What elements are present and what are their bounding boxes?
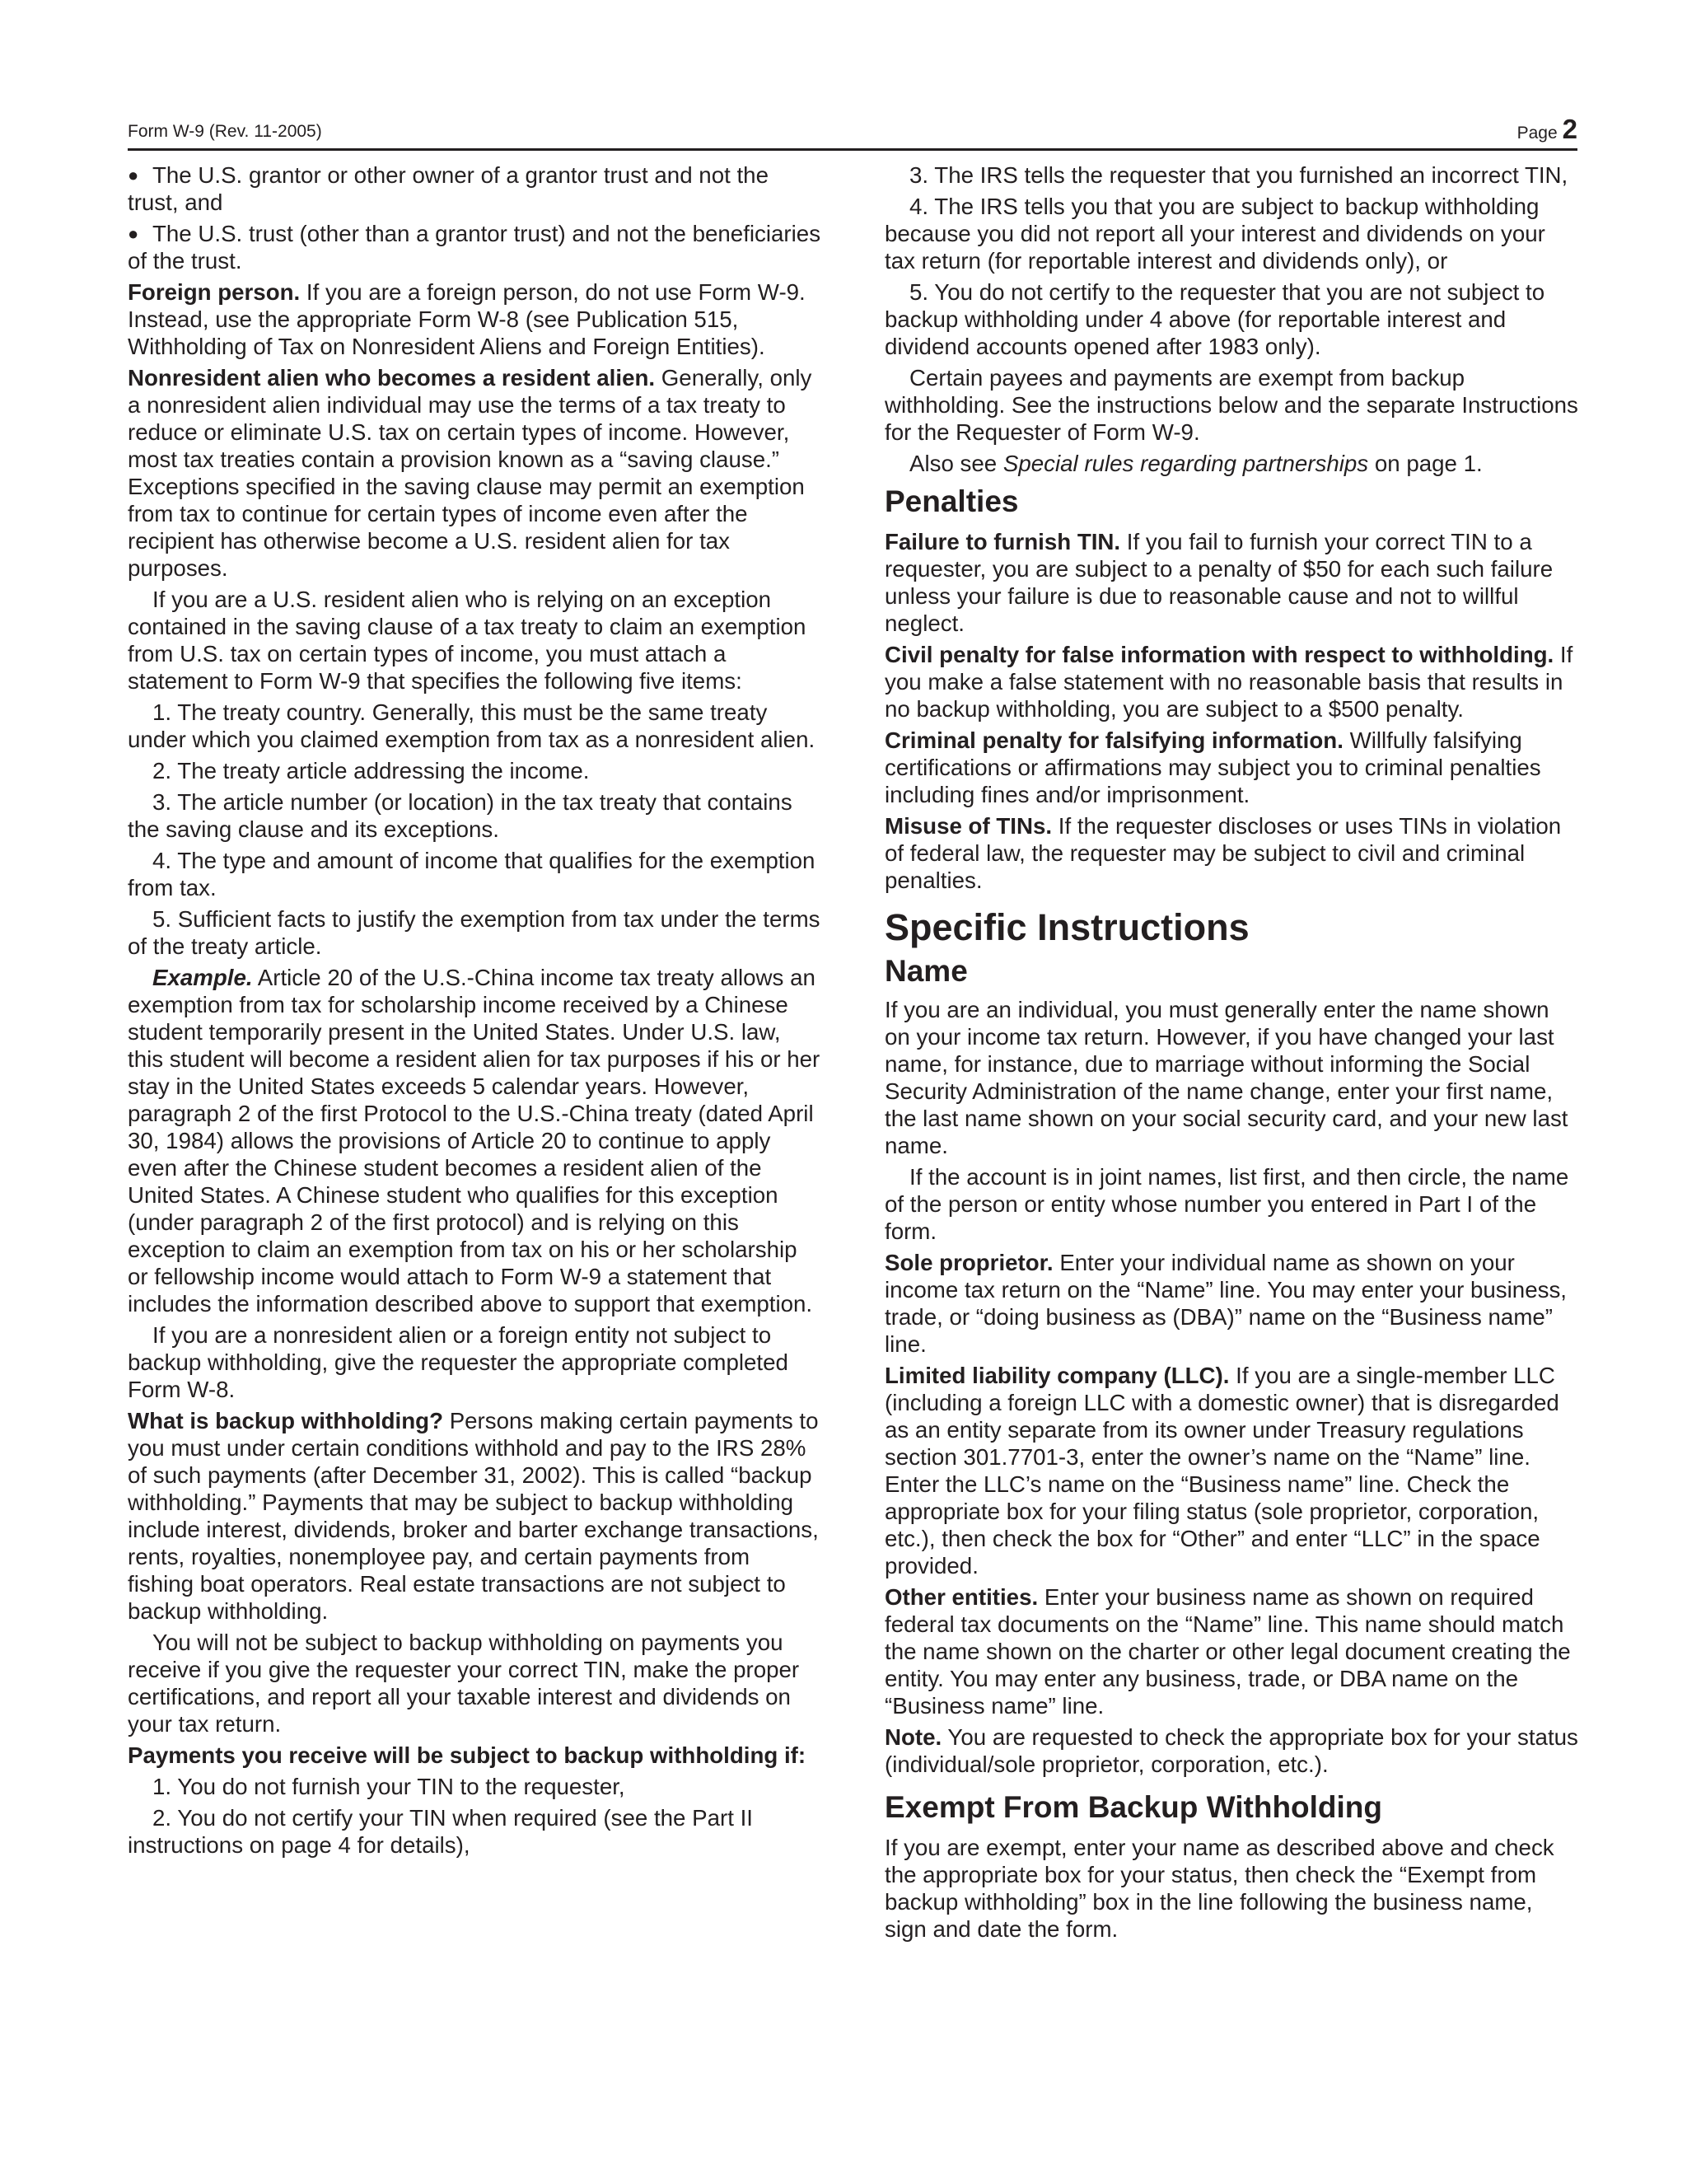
backup-withholding-paragraph: What is backup withholding? Persons making certain payments to you must under certain conditions withhold and pay to the IRS 28% of such payments (after December 31, 2002). This is called “backup withholding.” Payments that may be subject to backup withholding include interest, dividends, broker and barter exchange transactions, rents, royalties, nonemployee pay, and certain payments from fishing boat operators. Real estate transactions are not subject to backup withholding.: [128, 1408, 819, 1624]
list-item: 3. The IRS tells the requester that you furnished an incorrect TIN,: [909, 162, 1568, 188]
resident-alien-paragraph: If you are a U.S. resident alien who is relying on an exception contained in the saving clause of a tax treaty to claim an exemption from U.S. tax on certain types of income, you must attach a statement to Form W-9 that specifies the following five items:: [128, 587, 806, 694]
bullet-item: ● The U.S. trust (other than a grantor trust) and not the beneficiaries of the trust.: [128, 221, 821, 274]
paragraph-heading: Foreign person.: [128, 279, 301, 305]
list-item: 2. The treaty article addressing the income.: [152, 758, 590, 783]
other-entities-paragraph: Other entities. Enter your business name as shown on required federal tax documents on the “Name” line. This name should match the name shown on the charter or other legal document creating the entity. You may enter any business, trade, or DBA name on the “Business name” line.: [885, 1584, 1571, 1719]
bullet-icon: ●: [128, 165, 139, 185]
paragraph-heading: Note.: [885, 1724, 942, 1750]
example-paragraph: Example. Article 20 of the U.S.-China income tax treaty allows an exemption from tax for scholarship income received by a Chinese student temporarily present in the United States. Under U.S. law, this student will become a resident alien for tax purposes if his or her stay in the United States exceeds 5 calendar years. However, paragraph 2 of the first Protocol to the U.S.-China treaty (dated April 30, 1984) allows the provisions of Article 20 to continue to apply even after the Chinese student becomes a resident alien of the United States. A Chinese student who qualifies for this exception (under paragraph 2 of the first protocol) and is relying on this exception to claim an exemption from tax on his or her scholarship or fellowship income would attach to Form W-9 a statement that includes the information described above to support that exemption.: [128, 965, 820, 1316]
left-column: [128, 161, 821, 1863]
page-header: [128, 114, 1577, 151]
form-identifier: Form W-9 (Rev. 11-2005): [128, 122, 322, 141]
subsection-heading-exempt: Exempt From Backup Withholding: [885, 1790, 1383, 1824]
page-label: Page: [1516, 124, 1558, 143]
exempt-paragraph: If you are exempt, enter your name as described above and check the appropriate box for your status, then check the “Exempt from backup withholding” box in the line following the business name, sign and date the form.: [885, 1835, 1554, 1942]
subsection-heading-name: Name: [885, 954, 968, 988]
list-item: 3. The article number (or location) in the tax treaty that contains the saving clause and its exceptions.: [128, 789, 792, 842]
list-item: 4. The type and amount of income that qualifies for the exemption from tax.: [128, 848, 815, 900]
list-item: 5. Sufficient facts to justify the exemption from tax under the terms of the treaty article.: [128, 906, 820, 959]
paragraph-heading: Sole proprietor.: [885, 1250, 1054, 1275]
list-item: 1. The treaty country. Generally, this must be the same treaty under which you claimed exemption from tax as a nonresident alien.: [128, 699, 815, 752]
example-heading: Example.: [152, 965, 253, 990]
paragraph-heading: Misuse of TINs.: [885, 813, 1053, 839]
payments-subject-heading: Payments you receive will be subject to backup withholding if:: [128, 1742, 806, 1768]
paragraph-heading: Civil penalty for false information with respect to withholding.: [885, 642, 1554, 667]
criminal-penalty-paragraph: Criminal penalty for falsifying information. Willfully falsifying certifications or affirmations may subject you to criminal penalties including fines and/or imprisonment.: [885, 727, 1541, 807]
page-indicator: [1517, 114, 1577, 145]
paragraph-heading: What is backup withholding?: [128, 1408, 443, 1433]
paragraph-heading: Criminal penalty for falsifying information.: [885, 727, 1344, 753]
paragraph-heading: Nonresident alien who becomes a resident alien.: [128, 365, 656, 391]
paragraph-heading: Failure to furnish TIN.: [885, 529, 1121, 554]
individual-name-paragraph: If you are an individual, you must generally enter the name shown on your income tax return. However, if you have changed your last name, for instance, due to marriage without informing the Social Security Administration of the name change, enter your first name, the last name shown on your social security card, and your new last name.: [885, 997, 1568, 1158]
cross-reference: Special rules regarding partnerships: [1002, 451, 1369, 476]
list-item: 4. The IRS tells you that you are subject to backup withholding because you did not report all your interest and dividends on your tax return (for reportable interest and dividends only), or: [885, 194, 1545, 274]
list-item: 5. You do not certify to the requester that you are not subject to backup withholding under 4 above (for reportable interest and dividend accounts opened after 1983 only).: [885, 279, 1545, 359]
right-column: [885, 161, 1578, 1947]
foreign-person-paragraph: Foreign person. If you are a foreign person, do not use Form W-9. Instead, use the appropriate Form W-8 (see Publication 515, Withholding of Tax on Nonresident Aliens and Foreign Entities).: [128, 279, 806, 359]
not-subject-paragraph: You will not be subject to backup withholding on payments you receive if you give the requester your correct TIN, make the proper certifications, and report all your taxable interest and dividends on your tax return.: [128, 1630, 800, 1737]
joint-names-paragraph: If the account is in joint names, list first, and then circle, the name of the person or entity whose number you entered in Part I of the form.: [885, 1164, 1569, 1244]
list-item: 2. You do not certify your TIN when required (see the Part II instructions on page 4 for details),: [128, 1805, 753, 1858]
also-see-paragraph: Also see Special rules regarding partnerships on page 1.: [909, 451, 1483, 476]
sole-proprietor-paragraph: Sole proprietor. Enter your individual name as shown on your income tax return on the “Name” line. You may enter your business, trade, or “doing business as (DBA)” name on the “Business name” line.: [885, 1250, 1567, 1357]
page-number: 2: [1562, 114, 1577, 144]
note-paragraph: Note. You are requested to check the appropriate box for your status (individual/sole proprietor, corporation, etc.).: [885, 1724, 1578, 1777]
llc-paragraph: Limited liability company (LLC). If you are a single-member LLC (including a foreign LLC with a domestic owner) that is disregarded as an entity separate from its owner under Treasury regulations section 301.7701-3, enter the owner’s name on the “Name” line. Enter the LLC’s name on the “Business name” line. Check the appropriate box for your filing status (sole proprietor, corporation, etc.), then check the box for “Other” and enter “LLC” in the space provided.: [885, 1363, 1559, 1578]
nonresident-alien-paragraph: Nonresident alien who becomes a resident alien. Generally, only a nonresident alien individual may use the terms of a tax treaty to reduce or eliminate U.S. tax on certain types of income. However, most tax treaties contain a provision known as a “saving clause.” Exceptions specified in the saving clause may permit an exemption from tax to continue for certain types of income even after the recipient has otherwise become a U.S. resident alien for tax purposes.: [128, 365, 812, 581]
bullet-icon: ●: [128, 223, 139, 244]
misuse-of-tins-paragraph: Misuse of TINs. If the requester discloses or uses TINs in violation of federal law, the requester may be subject to civil and criminal penalties.: [885, 813, 1562, 893]
civil-penalty-paragraph: Civil penalty for false information with respect to withholding. If you make a false statement with no reasonable basis that results in no backup withholding, you are subject to a $500 penalty.: [885, 642, 1573, 722]
section-heading-penalties: Penalties: [885, 484, 1019, 518]
list-item: 1. You do not furnish your TIN to the requester,: [152, 1774, 625, 1799]
section-heading-specific-instructions: Specific Instructions: [885, 906, 1250, 948]
certain-payees-paragraph: Certain payees and payments are exempt from backup withholding. See the instructions below and the separate Instructions for the Requester of Form W-9.: [885, 365, 1578, 445]
bullet-item: ● The U.S. grantor or other owner of a grantor trust and not the trust, and: [128, 162, 769, 215]
paragraph-heading: Other entities.: [885, 1584, 1039, 1610]
paragraph-heading: Limited liability company (LLC).: [885, 1363, 1230, 1388]
failure-to-furnish-paragraph: Failure to furnish TIN. If you fail to furnish your correct TIN to a requester, you are subject to a penalty of $50 for each such failure unless your failure is due to reasonable cause and not to willful neglect.: [885, 529, 1554, 636]
nonresident-paragraph: If you are a nonresident alien or a foreign entity not subject to backup withholding, give the requester the appropriate completed Form W-8.: [128, 1322, 788, 1402]
